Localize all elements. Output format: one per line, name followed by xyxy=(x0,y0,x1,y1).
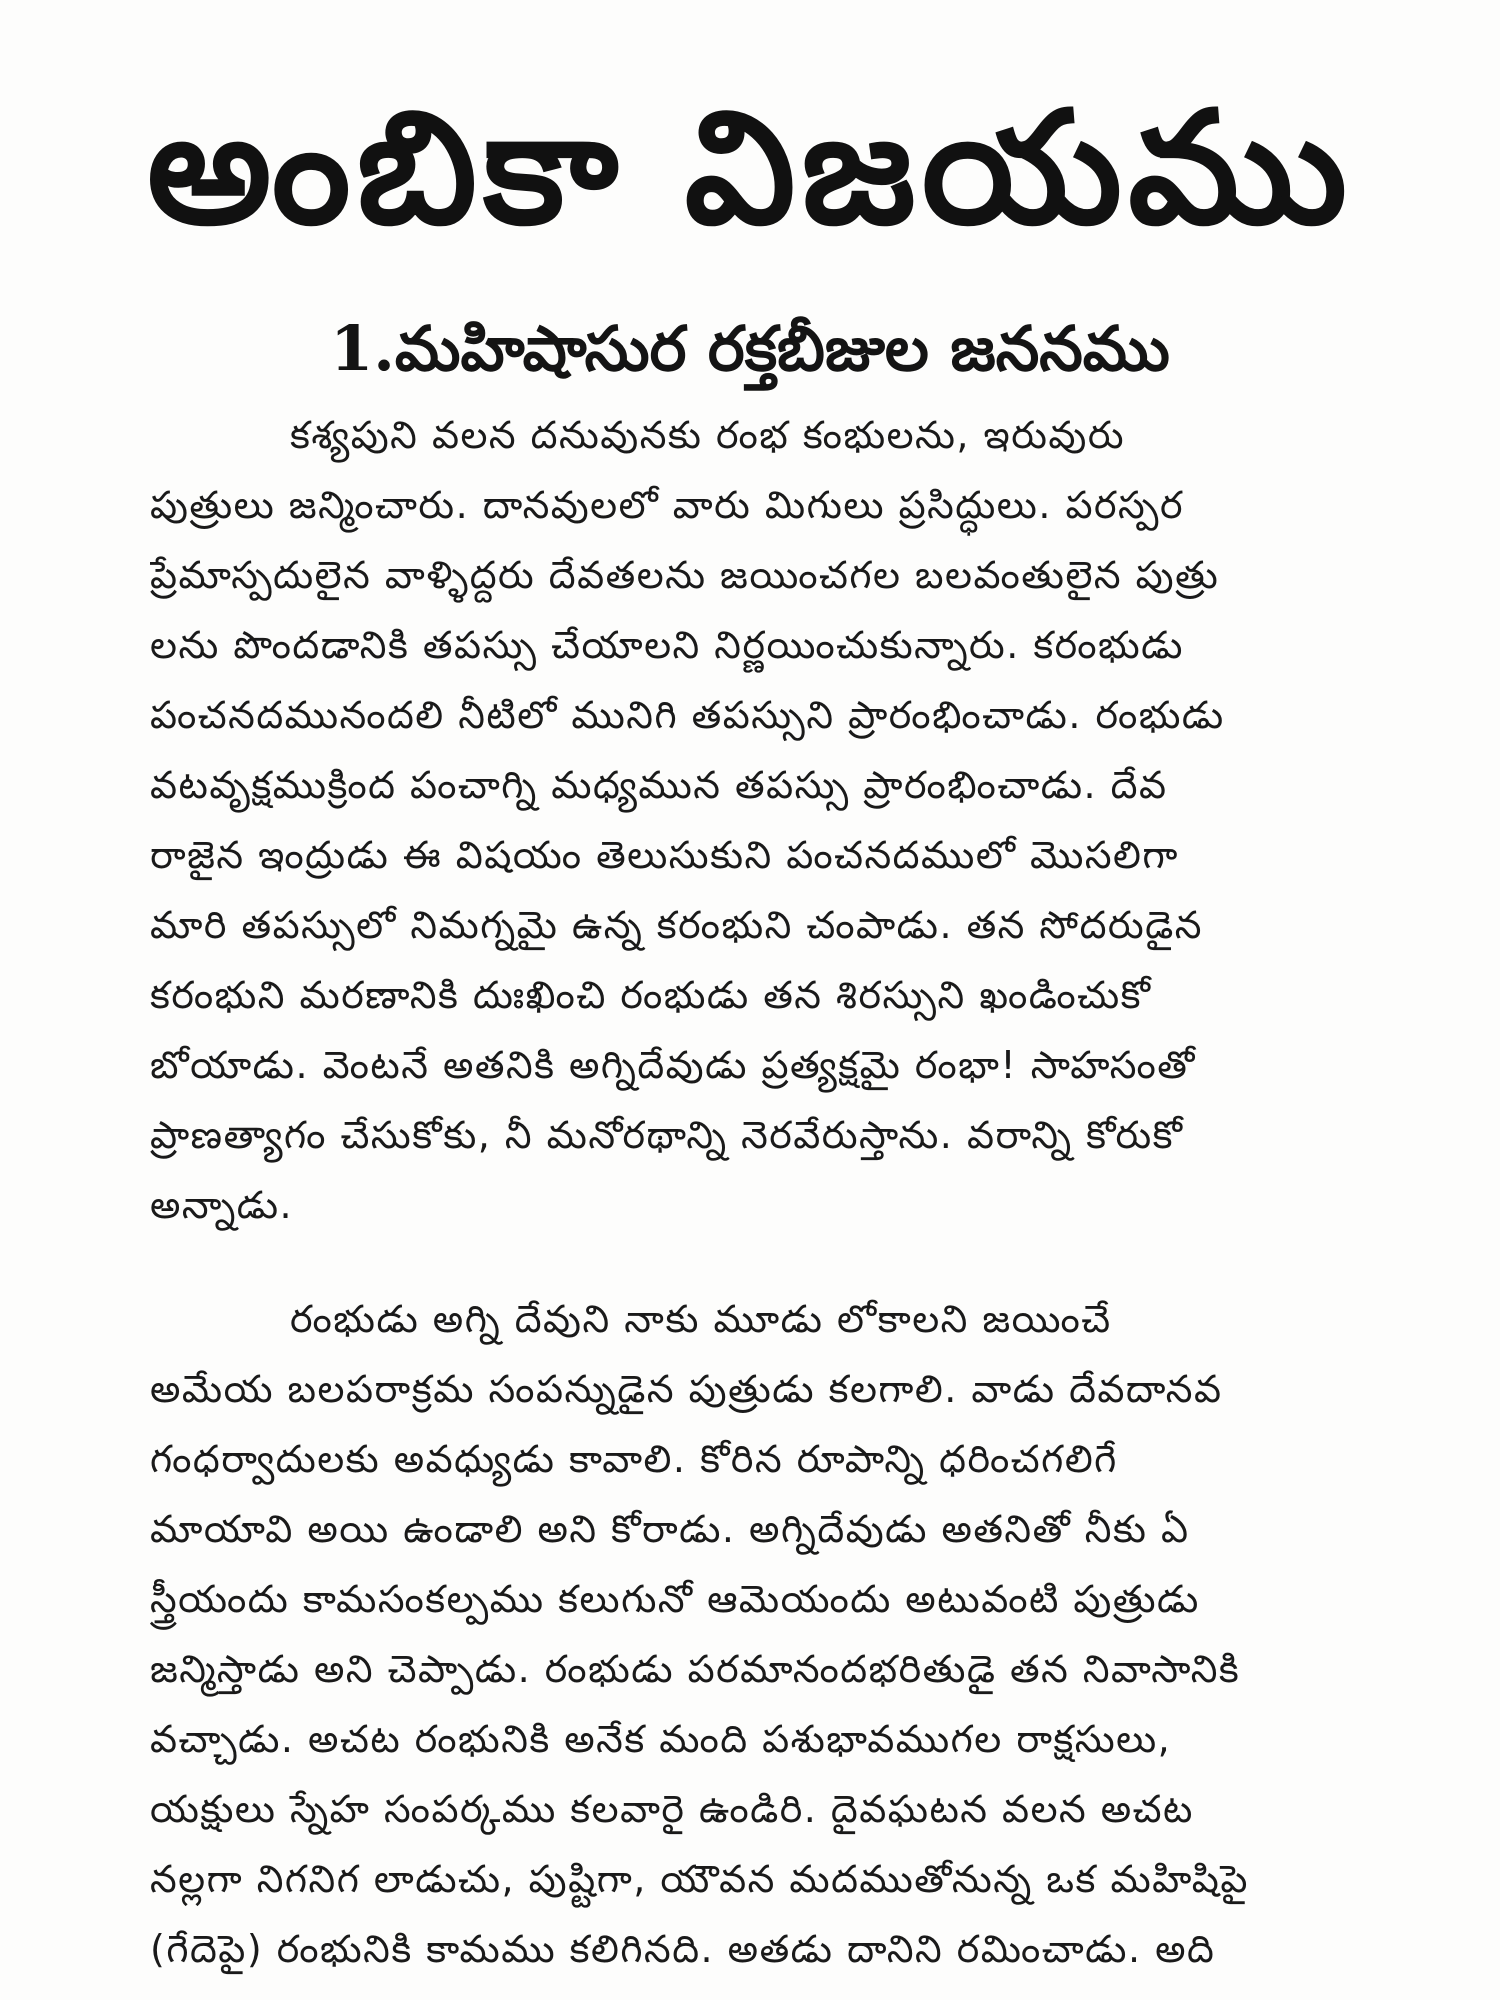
text-line: ప్రాణత్యాగం చేసుకోకు, నీ మనోరథాన్ని నెరవేరుస్తాను. వరాన్ని కోరుకో xyxy=(150,1113,1184,1157)
text-line: కరంభుని మరణానికి దుఃఖించి రంభుడు తన శిరస్సుని ఖండించుకో xyxy=(150,973,1152,1017)
text-line: (గేదెపై) రంభునికి కామము కలిగినది. అతడు దానిని రమించాడు. అది xyxy=(150,1927,1216,1971)
masthead-title: అంబికా విజయము xyxy=(146,77,1354,259)
text-line: పుత్రులు జన్మించారు. దానవులలో వారు మిగులు ప్రసిద్ధులు. పరస్పర xyxy=(150,483,1185,527)
paragraph-gap xyxy=(150,1240,1380,1284)
section-heading xyxy=(200,306,1300,392)
text-line: రంభుడు అగ్ని దేవుని నాకు మూడు లోకాలని జయించే xyxy=(290,1297,1112,1341)
section-title: మహిషాసుర రక్తబీజుల జననము xyxy=(394,312,1170,385)
section-number: 1. xyxy=(330,312,395,385)
text-line: యక్షులు స్నేహ సంపర్కము కలవారై ఉండిరి. దైవఘటన వలన అచట xyxy=(150,1787,1194,1831)
text-line: రాజైన ఇంద్రుడు ఈ విషయం తెలుసుకుని పంచనదములో మొసలిగా xyxy=(150,833,1179,877)
masthead xyxy=(146,77,1354,259)
text-line: వచ్చాడు. అచట రంభునికి అనేక మంది పశుభావముగల రాక్షసులు, xyxy=(150,1717,1172,1761)
body-text xyxy=(150,400,1380,1984)
text-line: బోయాడు. వెంటనే అతనికి అగ్నిదేవుడు ప్రత్యక్షమై రంభా! సాహసంతో xyxy=(150,1043,1196,1087)
text-line: మాయావి అయి ఉండాలి అని కోరాడు. అగ్నిదేవుడు అతనితో నీకు ఏ xyxy=(150,1507,1190,1551)
text-line: లను పొందడానికి తపస్సు చేయాలని నిర్ణయించుకున్నారు. కరంభుడు xyxy=(150,623,1184,667)
paragraph xyxy=(150,1284,1380,1984)
text-line: పంచనదమునందలి నీటిలో మునిగి తపస్సుని ప్రారంభించాడు. రంభుడు xyxy=(150,693,1225,737)
text-line: మారి తపస్సులో నిమగ్నమై ఉన్న కరంభుని చంపాడు. తన సోదరుడైన xyxy=(150,903,1203,947)
text-line: వటవృక్షముక్రింద పంచాగ్ని మధ్యమున తపస్సు ప్రారంభించాడు. దేవ xyxy=(150,763,1168,807)
text-line: అమేయ బలపరాక్రమ సంపన్నుడైన పుత్రుడు కలగాలి. వాడు దేవదానవ xyxy=(150,1367,1223,1411)
text-line: జన్మిస్తాడు అని చెప్పాడు. రంభుడు పరమానందభరితుడై తన నివాసానికి xyxy=(150,1647,1241,1691)
text-line: గంధర్వాదులకు అవధ్యుడు కావాలి. కోరిన రూపాన్ని ధరించగలిగే xyxy=(150,1437,1118,1481)
text-line: ప్రేమాస్పదులైన వాళ్ళిద్దరు దేవతలను జయించగల బలవంతులైన పుత్రు xyxy=(150,553,1220,597)
text-line: స్త్రీయందు కామసంకల్పము కలుగునో ఆమెయందు అటువంటి పుత్రుడు xyxy=(150,1577,1200,1621)
text-line: నల్లగా నిగనిగ లాడుచు, పుష్టిగా, యౌవన మదముతోనున్న ఒక మహిషిపై xyxy=(150,1857,1249,1901)
text-line: అన్నాడు. xyxy=(150,1183,294,1227)
paragraph xyxy=(150,400,1380,1240)
text-line: కశ్యపుని వలన దనువునకు రంభ కంభులను, ఇరువురు xyxy=(290,413,1125,457)
